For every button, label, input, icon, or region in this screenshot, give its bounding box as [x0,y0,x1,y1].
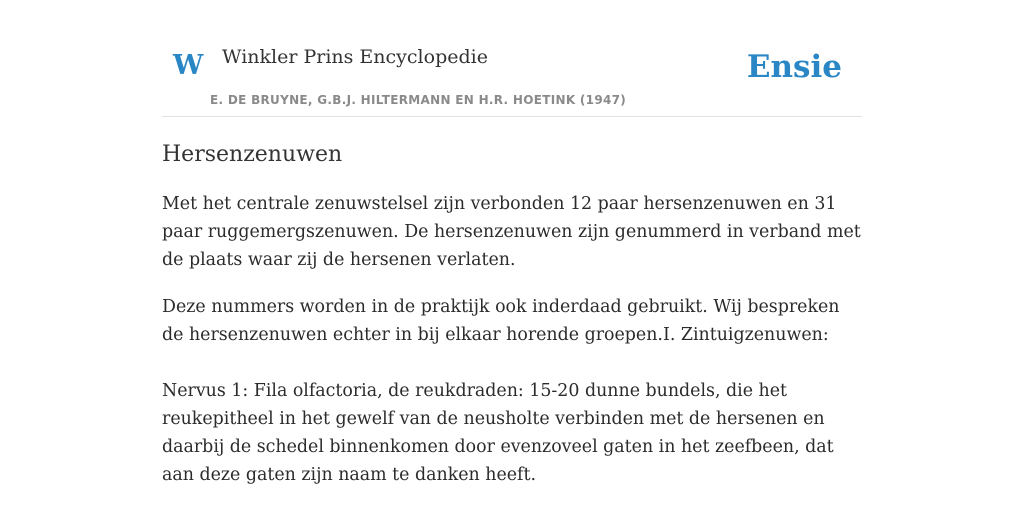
encyclopedia-authors: E. DE BRUYNE, G.B.J. HILTERMANN EN H.R. HOETINK (1947) [210,93,627,107]
article-headword: Hersenzenuwen [162,142,343,167]
article-paragraph: Met het centrale zenuwstelsel zijn verbonden 12 paar hersenzenuwen en 31 paar ruggemergszenuwen. De hersenzenuwen zijn genummerd in verband met de plaats waar zij de hersenen verlaten. [162,194,861,271]
site-header [162,0,862,117]
article [162,137,862,508]
article-paragraph: Deze nummers worden in de praktijk ook inderdaad gebruikt. Wij bespreken de hersenzenuwen echter in bij elkaar horende groepen.I. Zintuigzenuwen: Nervus 1: Fila olfactoria, de reukdraden: 15-20 dunne bundels, die het reukepitheel in het gewelf van de neusholte verbinden met de hersenen en daarbij de schedel binnenkomen door evenzoveel gaten in het zeefbeen, dat aan deze gaten zijn naam te danken heeft. [162,297,840,486]
encyclopedia-logo-icon[interactable]: W [173,50,204,81]
encyclopedia-title[interactable]: Winkler Prins Encyclopedie [222,46,488,68]
ensie-logo[interactable]: Ensie [746,49,842,85]
